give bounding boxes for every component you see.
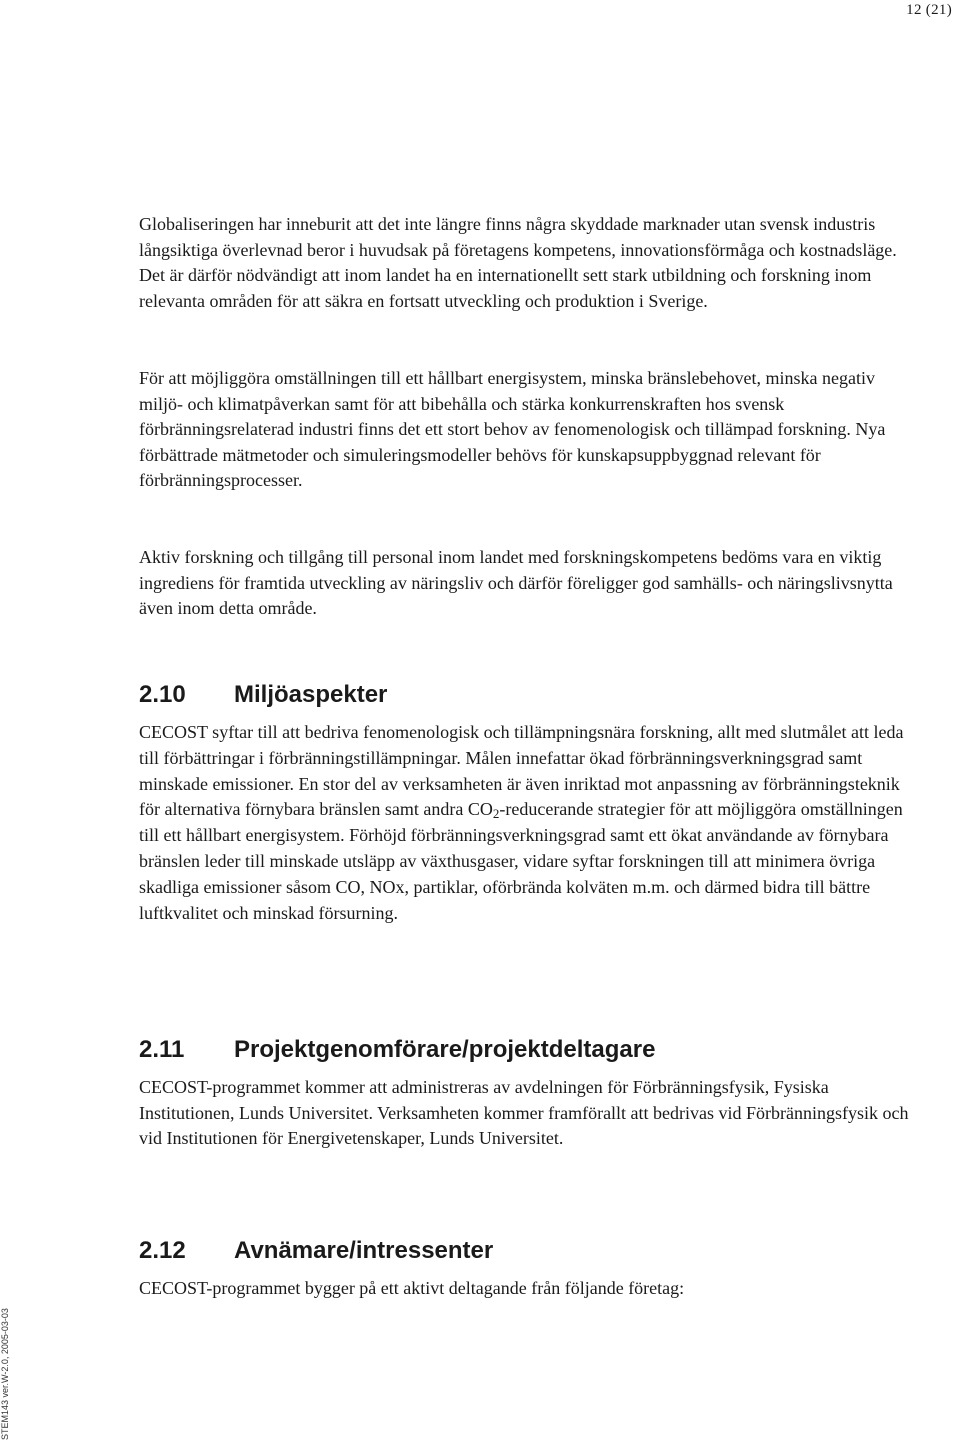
- section-heading-2-12: [139, 1236, 493, 1266]
- form-version-stamp: STEM143 ver.W-2.0, 2005-03-03: [0, 1308, 10, 1440]
- section-number: 2.11: [139, 1036, 185, 1063]
- section-heading-2-10: [139, 680, 387, 710]
- section-2-11-body: CECOST-programmet kommer att administreras av avdelningen för Förbränningsfysik, Fysiska Institutionen, Lunds Universitet. Verksamheten kommer framförallt att bedrivas vid Förbränningsfysik och vid Institutionen för Energivetenskaper, Lunds Universitet.: [139, 1077, 909, 1149]
- subscript-two: 2: [492, 806, 500, 822]
- intro-paragraph-energy-system: För att möjliggöra omställningen till ett hållbart energisystem, minska bränslebehovet, minska negativ miljö- och klimatpåverkan samt för att bibehålla och stärka konkurrenskraften hos svensk förbränningsrelaterad industri finns det ett stort behov av fenomenologisk och tillämpad forskning. Nya förbättrade mätmetoder och simuleringsmodeller behövs för kunskapsuppbyggnad relevant för förbränningsprocesser.: [139, 368, 886, 491]
- intro-paragraph-globalisation: Globaliseringen har inneburit att det inte längre finns några skyddade marknader utan svensk industris långsiktiga överlevnad beror i huvudsak på företagens kompetens, innovationsförmåga och kostnadsläge. Det är därför nödvändigt att inom landet ha en internationellt sett stark utbildning och forskning inom relevanta områden för att säkra en fortsatt utveckling och produktion i Sverige.: [139, 214, 897, 311]
- section-title: Projektgenomförare/projektdeltagare: [234, 1036, 656, 1063]
- section-title: Miljöaspekter: [234, 681, 388, 708]
- section-title: Avnämare/intressenter: [234, 1237, 494, 1264]
- section-number: 2.10: [139, 681, 186, 708]
- intro-paragraph-research: Aktiv forskning och tillgång till personal inom landet med forskningskompetens bedöms vara en viktig ingrediens för framtida utveckling av näringsliv och därför föreligger god samhälls- och näringslivsnytta även inom detta område.: [139, 547, 893, 619]
- section-2-12-body: CECOST-programmet bygger på ett aktivt deltagande från följande företag:: [139, 1278, 685, 1298]
- body-text: CECOST syftar till att bedriva fenomenologisk och tillämpningsnära forskning, allt med slutmålet att leda till förbättringar i förbränningstillämpningar. Målen innefattar ökad förbränningsverkningsgrad samt minskade emissioner. En stor del av verksamheten är även inriktad mot anpassning av förbränningsteknik för alternativa förnybara bränslen samt andra CO: [139, 722, 904, 820]
- section-2-10-body: [139, 720, 919, 926]
- body-text: -reducerande strategier för att möjliggöra omställningen till ett hållbart energisystem. Förhöjd förbränningsverkningsgrad samt ett ökat användande av förnybara bränslen leder till minskade utsläpp av växthusgaser, vidare syftar forskningen till att minimera övriga skadliga emissioner såsom CO, NOx, partiklar, oförbrända kolväten m.m. och därmed bidra till bättre luftkvalitet och minskad försurning.: [139, 799, 903, 923]
- page-number: 12 (21): [906, 2, 952, 18]
- section-number: 2.12: [139, 1237, 186, 1264]
- section-heading-2-11: [139, 1035, 655, 1065]
